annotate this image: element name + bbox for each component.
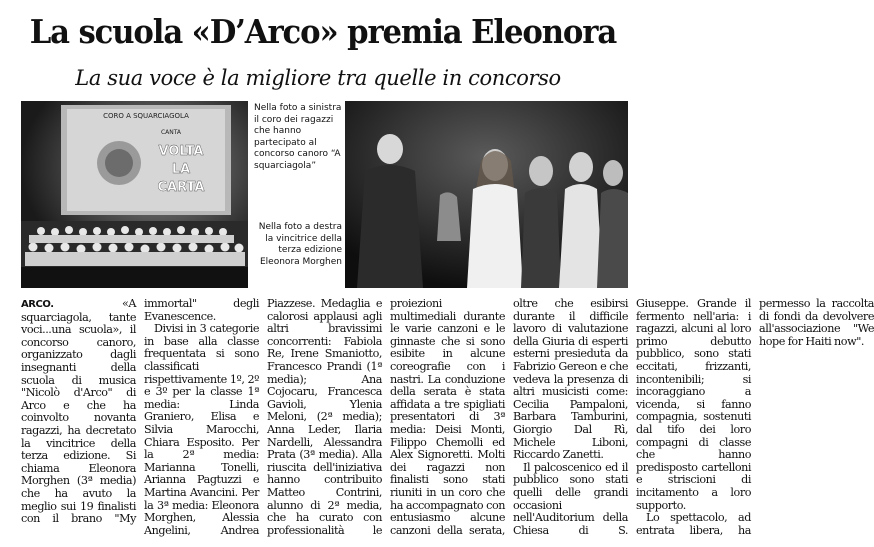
banner-carta: CARTA xyxy=(157,180,205,195)
banner-la: LA xyxy=(171,162,191,177)
article-body xyxy=(21,297,874,544)
article-text: «A squarciagola, tante voci...una scuola», il concorso canoro, organizzato dagli insegnanti della scuola di musica "Nicolò d'Arco" di Arco e che ha coinvolto novanta ragazzi, ha decretato la vincitrice della terza edizione. Si chiama Eleonora Morghen (3ª media) che ha avuto la meglio sui 19 finalisti con il brano "My immortal" degli Evanescence. xyxy=(21,297,259,526)
choir-photo xyxy=(21,101,248,288)
banner-canta: CANTA xyxy=(160,129,182,136)
photo-caption-left: Nella foto a sinistra il coro dei ragazzi che hanno partecipato al concorso canoro “A squarciagola” xyxy=(254,103,342,171)
photo-caption-right: Nella foto a destra la vincitrice della terza edizione Eleonora Morghen xyxy=(258,222,342,267)
subheadline: La sua voce è la migliore tra quelle in concorso xyxy=(75,66,561,90)
article-paragraph: Lo spettacolo, ad entrata libera, ha permesso la raccolta di fondi da devolvere all'associazione "We hope for Haiti now". xyxy=(636,297,874,537)
banner-volta: VOLTA xyxy=(158,144,204,159)
winner-photo xyxy=(345,101,628,288)
dateline: ARCO. xyxy=(21,299,54,310)
headline: La scuola «D’Arco» premia Eleonora xyxy=(29,12,617,51)
article-paragraph: Il palcoscenico ed il pubblico sono stati quelli delle grandi occasioni nell'Auditorium della Chiesa di S. Giuseppe. Grande il fermento nell'aria: i ragazzi, alcuni al loro primo debutto pubblico, sono stati eccitati, frizzanti, incontenibili; si incoraggiano a vicenda, si fanno compagnia, sostenuti dal tifo dei loro compagni di classe che hanno predisposto cartelloni e striscioni di incitamento a loro supporto. xyxy=(513,297,751,537)
article-paragraph: Divisi in 3 categorie in base alla classe frequentata si sono classificati rispettivamente 1º, 2º e 3º per la classe 1ª media: Linda Graniero, Elisa e Silvia Marocchi, Chiara Esposito. Per la 2ª media: Marianna Tonelli, Arianna Pagtuzzi e Martina Avancini. Per la 3ª media: Eleonora Morghen, Alessia Angelini, Andrea Piazzese. Medaglia e calorosi applausi agli altri bravissimi concorrenti: Fabiola Re, Irene Smaniotto, Francesco Prandi (1ª media); Ana Cojocaru, Francesca Gavioli, Ylenia Meloni, (2ª media); Anna Leder, Ilaria Nardelli, Alessandra Prata (3ª media). Alla riuscita dell'iniziativa hanno contribuito Matteo Contrini, alunno di 2ª media, che ha curato con professionalità le proiezioni multimediali durante le varie canzoni e le ginnaste che si sono esibite in alcune coreografie con i nastri. La conduzione della serata è stata affidata a tre spigliati presentatori di 3ª media: Deisi Monti, Filippo Chemolli ed Alex Signoretti. Molti dei ragazzi non finalisti sono stati riuniti in un coro che ha accompagnato con entusiasmo alcune canzoni della serata, oltre che esibirsi durante il difficile lavoro di valutazione della Giuria di esperti esterni presieduta da Fabrizio Gereon e che vedeva la presenza di altri musicisti come: Cecilia Pampaloni, Barbara Tamburini, Giorgio Dal Rì, Michele Liboni, Riccardo Zanetti. xyxy=(144,297,628,537)
banner-title: CORO A SQUARCIAGOLA xyxy=(103,112,189,120)
